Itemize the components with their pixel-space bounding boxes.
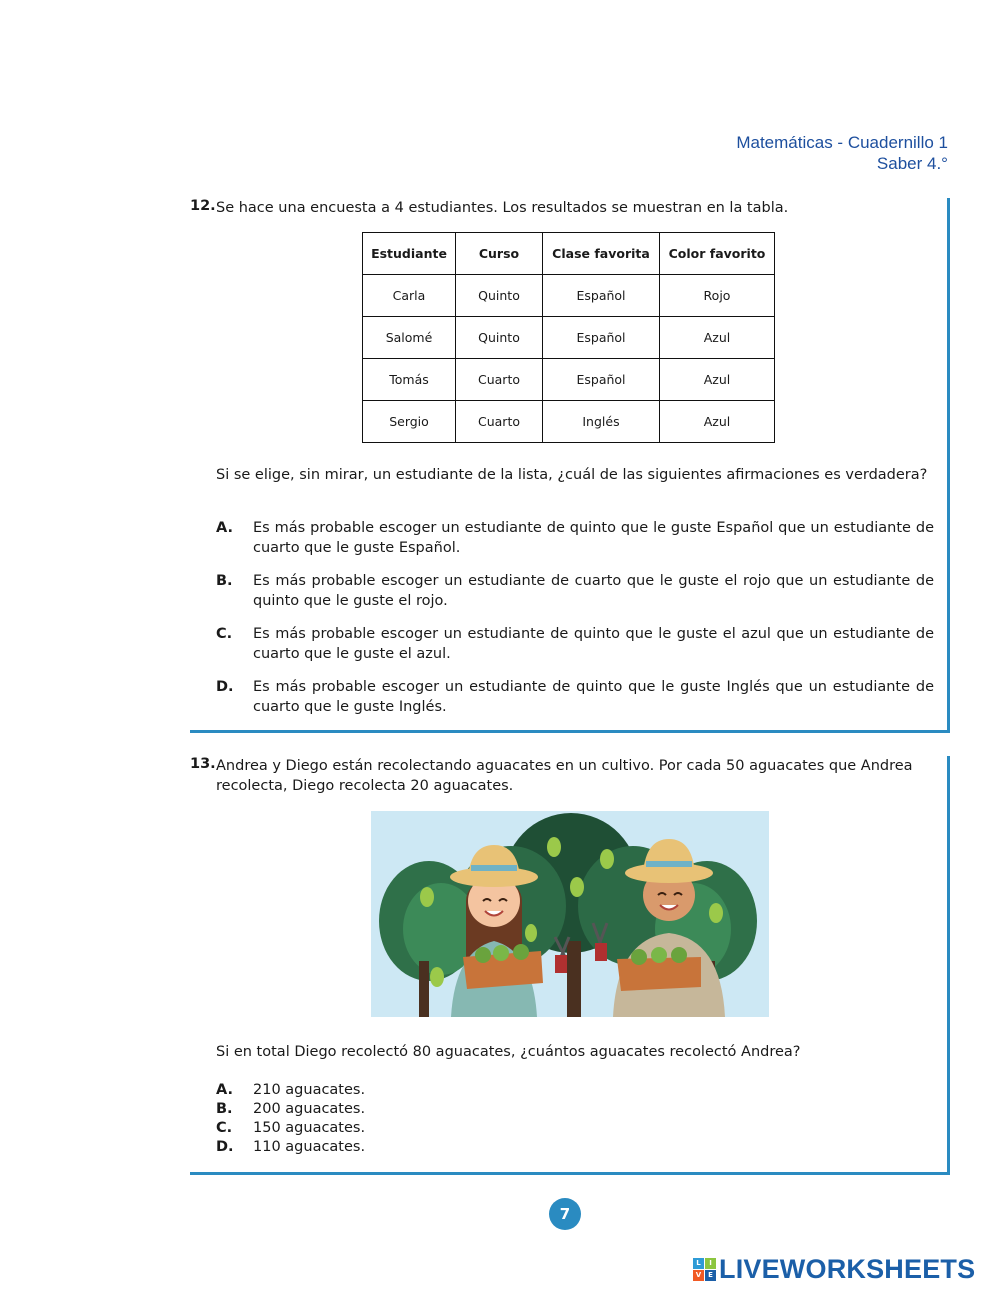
option-text: 110 aguacates.: [253, 1139, 366, 1155]
table-cell: Azul: [660, 359, 775, 401]
header-subject: Matemáticas - Cuadernillo 1: [736, 133, 948, 152]
logo-letter: I: [705, 1258, 716, 1269]
header-grade: Saber 4.°: [876, 154, 948, 173]
table-header-cell: Estudiante: [363, 233, 456, 275]
table-cell: Salomé: [363, 317, 456, 359]
option-12-b[interactable]: [216, 571, 934, 611]
table-cell: Carla: [363, 275, 456, 317]
table-cell: Quinto: [456, 317, 543, 359]
logo-letter: E: [705, 1270, 716, 1281]
table-cell: Español: [543, 359, 660, 401]
table-cell: Inglés: [543, 401, 660, 443]
liveworksheets-logo-icon: [693, 1258, 716, 1281]
table-header-cell: Clase favorita: [543, 233, 660, 275]
option-12-d[interactable]: [216, 677, 934, 717]
option-letter: B.: [216, 1101, 233, 1117]
table-cell: Español: [543, 317, 660, 359]
table-cell: Sergio: [363, 401, 456, 443]
table-row: [363, 401, 775, 443]
option-letter: C.: [216, 626, 233, 642]
table-cell: Español: [543, 275, 660, 317]
question-12-bottom-border: [190, 730, 950, 733]
question-13: [190, 756, 950, 1175]
option-letter: D.: [216, 1139, 234, 1155]
option-13-a[interactable]: [216, 1081, 365, 1101]
logo-letter: L: [693, 1258, 704, 1269]
option-text: Es más probable escoger un estudiante de cuarto que le guste el rojo que un estudiante de quinto que le guste el rojo.: [253, 573, 934, 609]
table-cell: Azul: [660, 401, 775, 443]
option-text: Es más probable escoger un estudiante de quinto que le guste el azul que un estudiante de cuarto que le guste el azul.: [253, 626, 934, 662]
table-row: [363, 317, 775, 359]
option-letter: A.: [216, 1082, 233, 1098]
option-12-c[interactable]: [216, 624, 934, 664]
option-text: Es más probable escoger un estudiante de quinto que le guste Inglés que un estudiante de cuarto que le guste Inglés.: [253, 679, 934, 715]
option-letter: A.: [216, 520, 233, 536]
option-text: 210 aguacates.: [253, 1082, 366, 1098]
option-letter: B.: [216, 573, 233, 589]
option-letter: D.: [216, 679, 234, 695]
option-text: Es más probable escoger un estudiante de quinto que le guste Español que un estudiante de cuarto que le guste Español.: [253, 520, 934, 556]
page-number-badge: 7: [549, 1198, 581, 1230]
survey-table: [362, 232, 775, 443]
question-13-right-border: [947, 756, 950, 1175]
question-12-prompt: Si se elige, sin mirar, un estudiante de la lista, ¿cuál de las siguientes afirmaciones es verdadera?: [216, 467, 928, 483]
question-12-right-border: [947, 198, 950, 733]
question-13-prompt: Si en total Diego recolectó 80 aguacates, ¿cuántos aguacates recolectó Andrea?: [216, 1044, 801, 1060]
question-12-number: 12.: [190, 198, 216, 214]
option-12-a[interactable]: [216, 518, 934, 558]
option-13-b[interactable]: [216, 1100, 365, 1120]
table-header-cell: Color favorito: [660, 233, 775, 275]
table-cell: Cuarto: [456, 359, 543, 401]
liveworksheets-brand[interactable]: [693, 1253, 976, 1284]
table-cell: Tomás: [363, 359, 456, 401]
table-cell: Azul: [660, 317, 775, 359]
table-cell: Rojo: [660, 275, 775, 317]
option-13-c[interactable]: [216, 1119, 365, 1139]
table-header-cell: Curso: [456, 233, 543, 275]
logo-letter: V: [693, 1270, 704, 1281]
avocado-harvest-illustration: [371, 811, 769, 1017]
option-text: 150 aguacates.: [253, 1120, 366, 1136]
question-13-text: Andrea y Diego están recolectando aguacates en un cultivo. Por cada 50 aguacates que Andrea recolecta, Diego recolecta 20 aguacates.: [216, 758, 913, 794]
question-13-number: 13.: [190, 756, 216, 772]
option-13-d[interactable]: [216, 1138, 365, 1158]
table-row: [363, 275, 775, 317]
question-13-bottom-border: [190, 1172, 950, 1175]
table-cell: Quinto: [456, 275, 543, 317]
question-12: [190, 198, 950, 733]
page-header: [736, 132, 948, 174]
table-header-row: [363, 233, 775, 275]
option-text: 200 aguacates.: [253, 1101, 366, 1117]
option-letter: C.: [216, 1120, 233, 1136]
table-cell: Cuarto: [456, 401, 543, 443]
question-12-text: Se hace una encuesta a 4 estudiantes. Los resultados se muestran en la tabla.: [216, 200, 789, 216]
brand-wordmark: LIVEWORKSHEETS: [719, 1253, 976, 1284]
table-row: [363, 359, 775, 401]
